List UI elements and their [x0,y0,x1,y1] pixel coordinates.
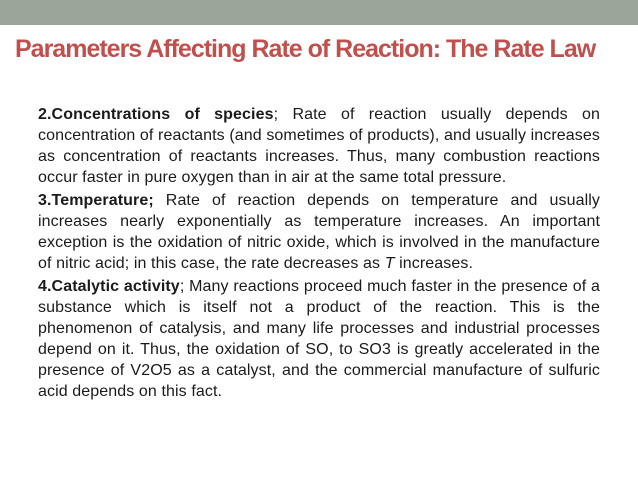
paragraph-tail: increases. [394,255,474,272]
paragraph-text: ; Many reactions proceed much faster in the presence of a substance which is itself not a product of the reaction. This is the phenomenon of catalysis, and many life processes and industrial processes depend on it. Thus, the oxidation of SO, to SO3 is greatly accelerated in the presence of V2O5 as a catalyst, and the commercial manufacture of sulfuric acid depends on this fact. [38,278,600,400]
paragraph-text: ; Rate of reaction usually depends on concentration of reactants (and sometimes of products), and usually increases as concentration of reactants increases. Thus, many combustion reactions occur faster in pure oxygen than in air at the same total pressure. [38,106,601,186]
paragraph-heading: 2.Concentrations of species [38,106,274,123]
paragraph-concentration [38,104,600,188]
slide-title: Parameters Affecting Rate of Reaction: The Rate Law [15,35,596,63]
slide-body [38,104,600,404]
temperature-symbol: T [384,255,395,272]
header-band [0,0,638,25]
paragraph-heading: 4.Catalytic activity [38,278,180,295]
paragraph-text: Rate of reaction depends on temperature and usually increases nearly exponentially as temperature increases. An important exception is the oxidation of nitric oxide, which is involved in the manufacture of nitric acid; in this case, the rate decreases as [38,192,600,272]
paragraph-temperature [38,190,600,274]
paragraph-heading: 3.Temperature; [38,192,154,209]
paragraph-catalytic [38,276,600,402]
